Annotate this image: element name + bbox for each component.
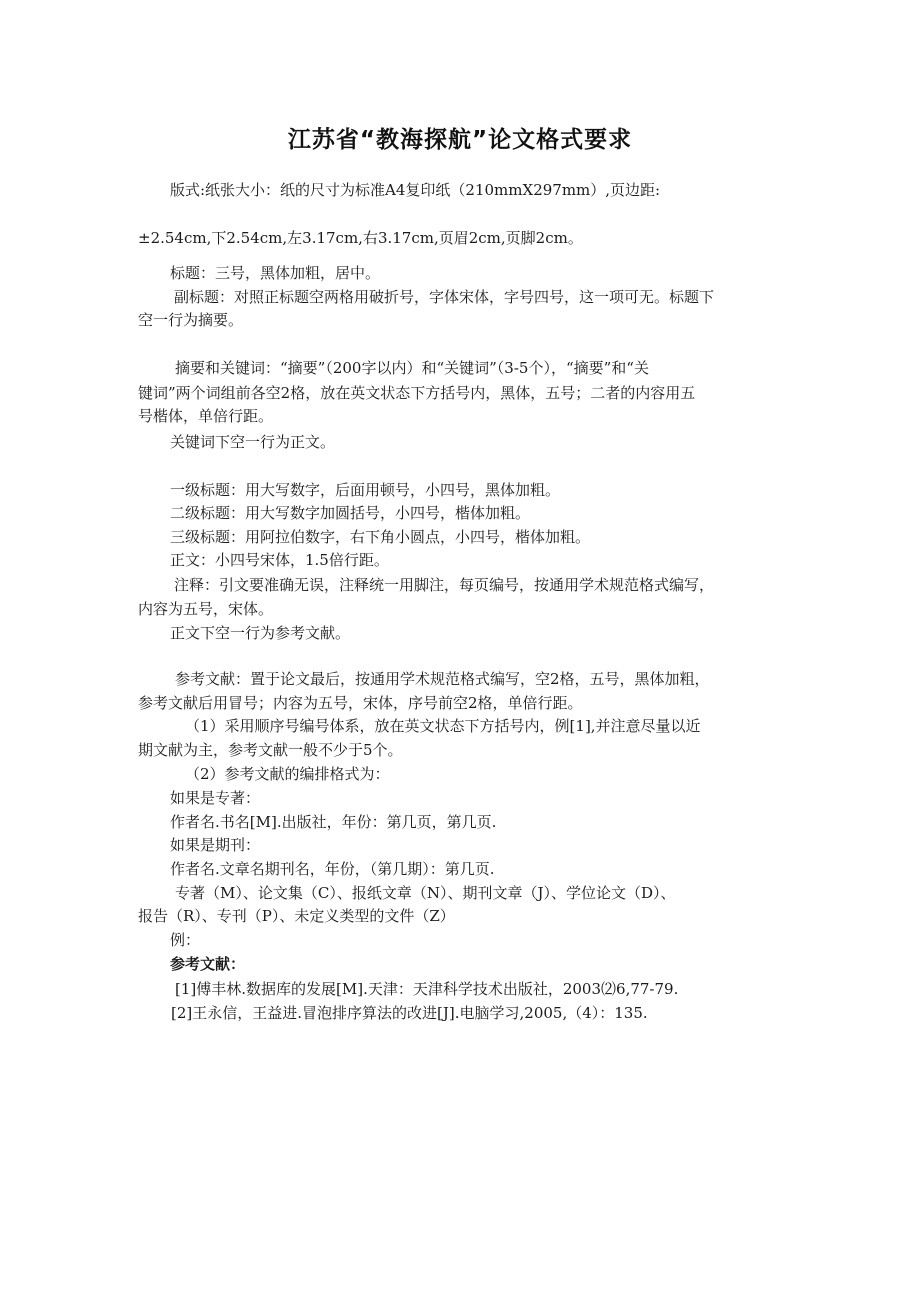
title-rule: 标题：三号，黑体加粗，居中。 [170,264,381,282]
monograph-format: 作者名.书名[M].出版社，年份：第几页，第几页. [170,813,497,831]
journal-label: 如果是期刊： [170,836,261,854]
document-title: 江苏省“教海探航”论文格式要求 [287,127,633,153]
note-rule-line-1: 注释：引文要准确无误，注释统一用脚注，每页编号，按通用学术规范格式编写， [174,576,715,594]
abstract-rule-line-1: 摘要和关键词：“摘要”（200字以内）和“关键词”（3-5个），“摘要”和“关 [175,359,649,377]
note-rule-line-3: 正文下空一行为参考文献。 [170,624,351,642]
references-rule-line-2: 参考文献后用冒号；内容为五号，宋体，序号前空2格，单倍行距。 [138,694,583,712]
abstract-rule-line-4: 关键词下空一行为正文。 [170,433,336,451]
heading-level-1-rule: 一级标题：用大写数字，后面用顿号，小四号，黑体加粗。 [170,481,561,499]
heading-level-2-rule: 二级标题：用大写数字加圆括号，小四号，楷体加粗。 [170,504,531,522]
note-rule-line-2: 内容为五号，宋体。 [138,600,274,618]
example-references-heading: 参考文献： [170,955,246,973]
reference-types-line-2: 报告（R）、专刊（P）、未定义类型的文件（Z） [138,907,455,925]
references-item-2: （2）参考文献的编排格式为： [185,765,390,783]
format-line-1: 版式:纸张大小：纸的尺寸为标准A4复印纸（210mmX297mm）,页边距: [170,181,661,199]
heading-level-3-rule: 三级标题：用阿拉伯数字，右下角小圆点，小四号，楷体加粗。 [170,528,591,546]
example-reference-2: [2]王永信，王益进.冒泡排序算法的改进[J].电脑学习,2005,（4）：135. [171,1004,648,1022]
references-rule-line-1: 参考文献：置于论文最后，按通用学术规范格式编写，空2格，五号，黑体加粗， [175,670,710,688]
abstract-rule-line-2: 键词”两个词组前各空2格，放在英文状态下方括号内，黑体，五号；二者的内容用五 [138,384,696,402]
references-item-1-line-2: 期文献为主，参考文献一般不少于5个。 [138,741,403,759]
subtitle-rule-line-1: 副标题：对照正标题空两格用破折号，字体宋体，字号四号，这一项可无。标题下 [174,288,715,306]
subtitle-rule-line-2: 空一行为摘要。 [138,311,244,329]
format-line-2: ±2.54cm,下2.54cm,左3.17cm,右3.17cm,页眉2cm,页脚2cm。 [138,229,583,247]
journal-format: 作者名.文章名期刊名，年份，（第几期）：第几页. [170,860,495,878]
example-label: 例： [170,931,201,949]
monograph-label: 如果是专著： [170,789,261,807]
reference-types-line-1: 专著（M）、论文集（C）、报纸文章（N）、期刊文章（J）、学位论文（D）、 [175,884,676,902]
example-reference-1: [1]傅丰林.数据库的发展[M].天津：天津科学技术出版社，2003⑵6,77-79. [175,980,679,998]
body-text-rule: 正文：小四号宋体，1.5倍行距。 [170,551,389,569]
references-item-1-line-1: （1）采用顺序号编号体系，放在英文状态下方括号内，例[1],并注意尽量以近 [185,717,701,735]
abstract-rule-line-3: 号楷体，单倍行距。 [138,407,274,425]
